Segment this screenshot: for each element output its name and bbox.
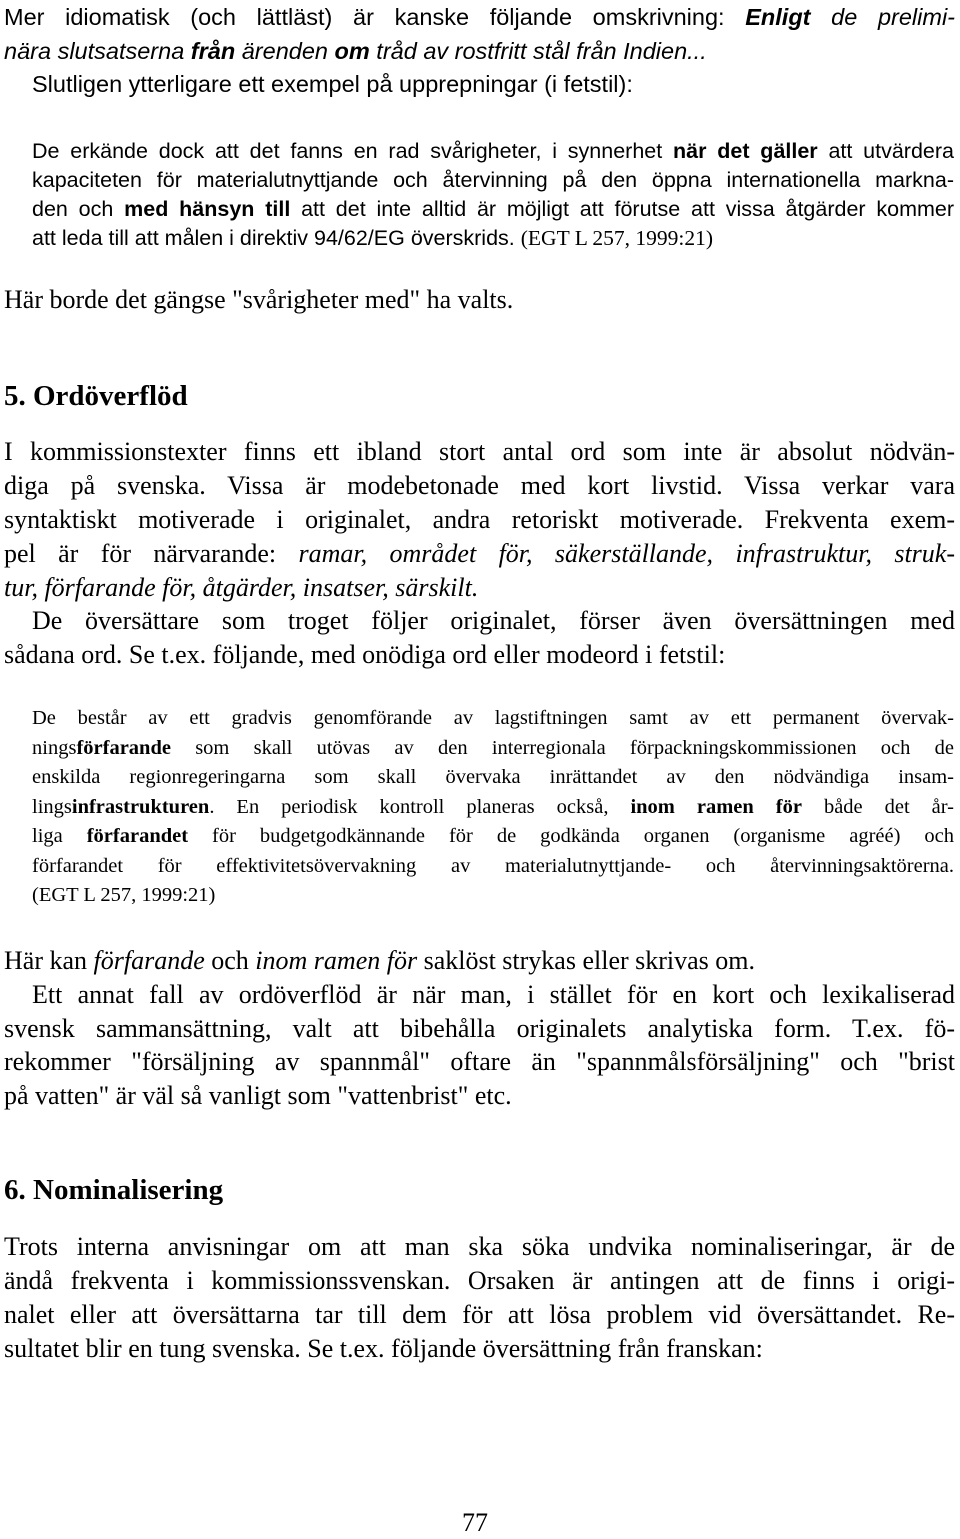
section5-line-1: I kommissionstexter finns ett ibland stort antal ord som inte är absolut nödvän-: [4, 437, 955, 466]
section6-line-1: Trots interna anvisningar om att man ska söka undvika nominaliseringar, är de: [4, 1232, 955, 1261]
quote2-line-6: förfarandet för effektivitetsövervakning av materialutnyttjande- och återvinningsaktörerna.: [32, 855, 954, 877]
page-number: 77: [462, 1508, 488, 1537]
quote2-line-2: ningsförfarande som skall utövas av den interregionala förpackningskommissionen och de: [32, 737, 954, 759]
section5-line-7: sådana ord. Se t.ex. följande, med onödiga ord eller modeord i fetstil:: [4, 640, 726, 669]
section5-line-3: syntaktiskt motiverade i originalet, andra retoriskt motiverade. Frekventa exem-: [4, 505, 955, 534]
comment1: Här borde det gängse "svårigheter med" ha valts.: [4, 285, 514, 314]
comment2-line-3: svensk sammansättning, valt att bibehålla originalets analytiska form. T.ex. fö-: [4, 1014, 955, 1043]
comment2-line-2: Ett annat fall av ordöverflöd är när man, i stället för en kort och lexikaliserad: [32, 980, 955, 1009]
quote2-line-5: liga förfarandet för budgetgodkännande för de godkända organen (organisme agréé) och: [32, 825, 954, 847]
section5-line-6: De översättare som troget följer originalet, förser även översättningen med: [32, 606, 955, 635]
comment2-line-1: Här kan förfarande och inom ramen för saklöst strykas eller skrivas om.: [4, 946, 756, 975]
intro-line-1: Mer idiomatisk (och lättläst) är kanske följande omskrivning: Enligt de prelimi-: [4, 4, 955, 30]
intro-line-2: nära slutsatserna från ärenden om tråd av rostfritt stål från Indien...: [4, 38, 707, 64]
intro-line-3: Slutligen ytterligare ett exempel på upprepningar (i fetstil):: [32, 71, 633, 97]
comment2-line-5: på vatten" är väl så vanligt som "vattenbrist" etc.: [4, 1081, 512, 1110]
section6-line-4: sultatet blir en tung svenska. Se t.ex. följande översättning från franskan:: [4, 1334, 763, 1363]
section5-line-2: diga på svenska. Vissa är modebetonade med kort livstid. Vissa verkar vara: [4, 471, 955, 500]
quote2-line-7: (EGT L 257, 1999:21): [32, 884, 216, 906]
section6-line-2: ändå frekventa i kommissionssvenskan. Orsaken är antingen att de finns i origi-: [4, 1266, 955, 1295]
section6-line-3: nalet eller att översättarna tar till dem för att lösa problem vid översättandet. Re-: [4, 1300, 955, 1329]
section5-heading: 5. Ordöverflöd: [4, 380, 188, 412]
quote1-line-1: De erkände dock att det fanns en rad svårigheter, i synnerhet när det gäller att utvärdera: [32, 139, 954, 163]
quote1-line-2: kapaciteten för materialutnyttjande och återvinning på den öppna internationella markna-: [32, 168, 954, 192]
comment2-line-4: rekommer "försäljning av spannmål" oftare än "spannmålsförsäljning" och "brist: [4, 1047, 955, 1076]
section5-line-4: pel är för närvarande: ramar, området för, säkerställande, infrastruktur, struk-: [4, 539, 956, 568]
quote1-line-3: den och med hänsyn till att det inte alltid är möjligt att förutse att vissa åtgärder kommer: [32, 197, 955, 221]
section6-heading: 6. Nominalisering: [4, 1174, 224, 1206]
quote2-line-1: De består av ett gradvis genomförande av lagstiftningen samt av ett permanent övervak-: [32, 707, 954, 729]
quote1-line-4: att leda till att målen i direktiv 94/62/EG överskrids. (EGT L 257, 1999:21): [32, 226, 714, 250]
quote2-line-4: lingsinfrastrukturen. En periodisk kontroll planeras också, inom ramen för både det år-: [32, 796, 954, 818]
section5-line-5: tur, förfarande för, åtgärder, insatser, särskilt.: [4, 573, 479, 602]
quote2-line-3: enskilda regionregeringarna som skall övervaka inrättandet av den nödvändiga insam-: [32, 766, 954, 788]
